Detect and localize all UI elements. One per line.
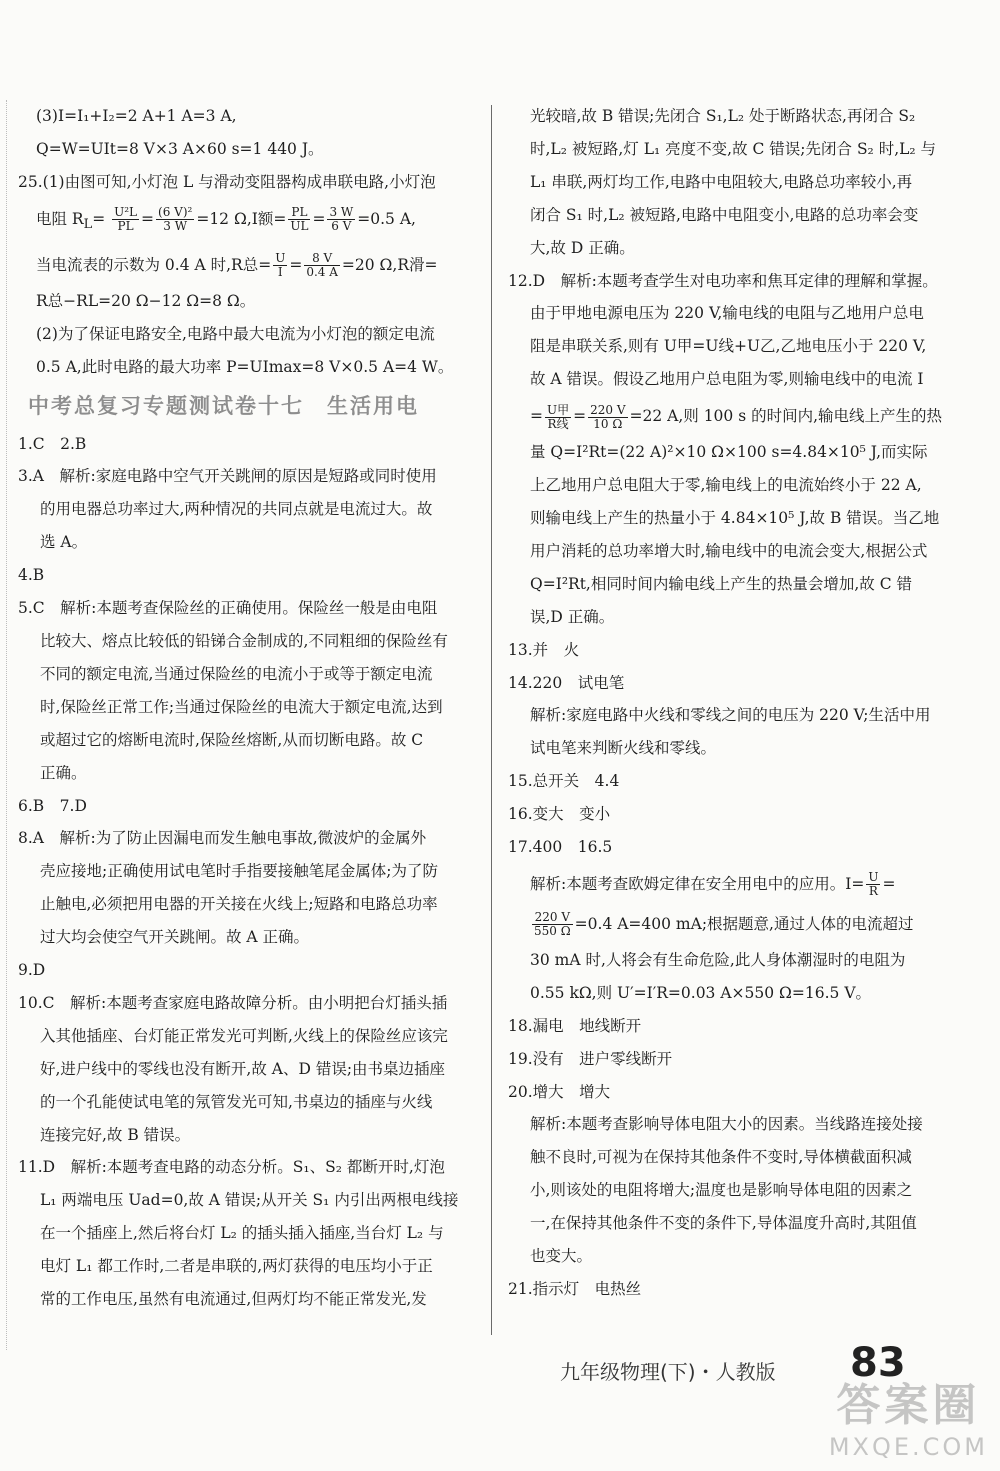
numerator: U甲 <box>547 402 570 417</box>
text: 当电流表的示数为 0.4 A 时,R总= <box>36 255 272 274</box>
margin-rule <box>6 100 7 1350</box>
numerator: (6 V)² <box>158 205 193 220</box>
answer-line: 试电笔来判断火线和零线。 <box>530 739 717 758</box>
answer-line: 时,L₂ 被短路,灯 L₁ 亮度不变,故 C 错误;先闭合 S₂ 时,L₂ 与 <box>530 139 937 158</box>
answer-line: R总−RL=20 Ω−12 Ω=8 Ω。 <box>36 291 256 310</box>
text: = <box>312 209 326 228</box>
answer-item: 10.C 解析:本题考查家庭电路故障分析。由小明把台灯插头插 <box>18 993 448 1012</box>
answer-line: 电灯 L₁ 都工作时,二者是串联的,两灯获得的电压均小于正 <box>40 1257 433 1276</box>
answer-line: 也变大。 <box>530 1247 593 1266</box>
answer-line: 触不良时,可视为在保持其他条件不变时,导体横截面积减 <box>530 1148 912 1167</box>
answer-line: Q=W=UIt=8 V×3 A×60 s=1 440 J。 <box>36 139 324 158</box>
answer-item: 17.400 16.5 <box>508 838 613 857</box>
answer-item: 13.并 火 <box>508 640 580 659</box>
fraction <box>304 252 340 279</box>
answer-line: 上乙地用户总电阻大于零,输电线上的电流始终小于 22 A, <box>530 476 922 495</box>
text: 电阻 R <box>36 209 84 228</box>
numerator: 8 V <box>304 252 340 266</box>
fraction <box>866 871 880 898</box>
answer-line: (2)为了保证电路安全,电路中最大电流为小灯泡的额定电流 <box>36 324 435 343</box>
numerator: U <box>275 251 286 266</box>
fraction <box>545 404 571 431</box>
fraction <box>532 911 573 938</box>
subscript: L <box>83 216 93 232</box>
answer-line: 大,故 D 正确。 <box>530 238 635 257</box>
text: =0.5 A, <box>357 209 416 228</box>
text: = <box>573 407 587 426</box>
answer-line: 过大均会使空气开关跳闸。故 A 正确。 <box>40 928 310 947</box>
answer-line: 则输电线上产生的热量小于 4.84×10⁵ J,故 B 错误。当乙地 <box>530 508 940 527</box>
watermark-logo-text: 答案圈 <box>836 1380 981 1431</box>
answer-line: 0.55 kΩ,则 U′=I′R=0.03 A×550 Ω=16.5 V。 <box>530 983 872 1002</box>
numerator: U <box>868 870 879 885</box>
answer-item: 5.C 解析:本题考查保险丝的正确使用。保险丝一般是由电阻 <box>18 599 438 618</box>
answer-line: (3)I=I₁+I₂=2 A+1 A=3 A, <box>36 107 237 125</box>
answer-item: 18.漏电 地线断开 <box>508 1016 642 1035</box>
answer-item: 12.D 解析:本题考查学生对电功率和焦耳定律的理解和掌握。 <box>508 271 938 290</box>
answer-item: 1.C 2.B <box>18 434 87 453</box>
denominator: R线 <box>547 416 569 431</box>
answer-item-25: 25.(1)由图可知,小灯泡 L 与滑动变阻器构成串联电路,小灯泡 <box>18 172 436 191</box>
answer-line: 在一个插座上,然后将台灯 L₂ 的插头插入插座,当台灯 L₂ 与 <box>40 1224 444 1243</box>
answer-line: L₁ 串联,两灯均工作,电路中电阻较大,电路总功率较小,再 <box>530 172 913 191</box>
answer-item: 20.增大 增大 <box>508 1082 611 1101</box>
answer-item: 8.A 解析:为了防止因漏电而发生触电事故,微波炉的金属外 <box>18 829 427 848</box>
text: = <box>882 874 896 893</box>
answer-line: 光较暗,故 B 错误;先闭合 S₁,L₂ 处于断路状态,再闭合 S₂ <box>530 107 916 125</box>
text: =12 Ω,I额= <box>196 209 287 228</box>
answer-line: 小,则该处的电阻将增大;温度也是影响导体电阻的因素之 <box>530 1181 913 1200</box>
answer-item: 11.D 解析:本题考查电路的动态分析。S₁、S₂ 都断开时,灯泡 <box>18 1158 445 1177</box>
answer-item: 6.B 7.D <box>18 796 87 815</box>
text: =0.4 A=400 mA;根据题意,通过人体的电流超过 <box>574 914 914 933</box>
text: = <box>530 407 543 426</box>
numerator: 3 W <box>329 205 354 220</box>
answer-line: 入其他插座、台灯能正常发光可判断,火线上的保险丝应该完 <box>40 1026 448 1045</box>
answer-line: 常的工作电压,虽然有电流通过,但两灯均不能正常发光,发 <box>40 1290 427 1309</box>
fraction <box>288 206 310 233</box>
answer-item: 15.总开关 4.4 <box>508 772 620 791</box>
fraction <box>327 206 355 233</box>
formula-line <box>508 396 964 436</box>
answer-line: 解析:本题考查影响导体电阻大小的因素。当线路连接处接 <box>530 1115 923 1134</box>
answer-line: 好,进户线中的零线也没有断开,故 A、D 错误;由书桌边插座 <box>40 1059 446 1078</box>
answer-line: 的一个孔能使试电笔的氖管发光可知,书桌边的插座与火线 <box>40 1092 433 1111</box>
denominator: 3 W <box>163 219 188 234</box>
answer-item: 9.D <box>18 961 46 980</box>
text: = <box>92 209 106 228</box>
answer-line: 一,在保持其他条件不变的条件下,导体温度升高时,其阻值 <box>530 1214 917 1233</box>
text: 解析:本题考查欧姆定律在安全用电中的应用。I= <box>530 874 865 893</box>
answer-item: 21.指示灯 电热丝 <box>508 1280 642 1298</box>
fraction <box>112 206 139 233</box>
text: =22 A,则 100 s 的时间内,输电线上产生的热 <box>629 407 943 426</box>
denominator: I <box>277 265 283 280</box>
answer-line: 阻是串联关系,则有 U甲=U线+U乙,乙地电压小于 220 V, <box>530 337 927 356</box>
formula-line <box>508 904 964 944</box>
answer-line: 壳应接地;正确使用试电笔时手指要接触笔尾金属体;为了防 <box>40 862 438 881</box>
numerator: 220 V <box>590 402 626 417</box>
denominator: 10 Ω <box>593 416 623 431</box>
right-column <box>508 100 964 1306</box>
answer-line: 选 A。 <box>40 533 88 552</box>
answer-item: 19.没有 进户零线断开 <box>508 1049 673 1068</box>
answer-line: 止触电,必须把用电器的开关接在火线上;短路和电路总功率 <box>40 895 438 914</box>
numerator: PL <box>288 206 310 220</box>
book-title: 九年级物理(下)・人教版 <box>560 1360 776 1384</box>
denominator: R <box>868 884 878 899</box>
site-watermark <box>829 1369 988 1461</box>
answer-line: 正确。 <box>40 763 87 782</box>
answer-item: 4.B <box>18 566 45 585</box>
answer-line: 误,D 正确。 <box>530 607 615 626</box>
watermark-url: MXQE.COM <box>828 1433 988 1461</box>
answer-line: 闭合 S₁ 时,L₂ 被短路,电路中电阻变小,电路的总功率会变 <box>530 205 919 224</box>
answer-line: 量 Q=I²Rt=(22 A)²×10 Ω×100 s=4.84×10⁵ J,而实际 <box>530 443 928 462</box>
text: = <box>289 255 303 274</box>
column-divider <box>491 105 492 1335</box>
left-column <box>18 100 473 1316</box>
answer-line: 时,保险丝正常工作;当通过保险丝的电流大于额定电流,达到 <box>40 697 443 716</box>
fraction <box>588 404 627 431</box>
answer-line: 由于甲地电源电压为 220 V,输电线的电阻与乙地用户总电 <box>530 304 924 323</box>
answer-line: Q=I²Rt,相同时间内输电线上产生的热量会增加,故 C 错 <box>530 574 912 593</box>
answer-line: L₁ 两端电压 Uad=0,故 A 错误;从开关 S₁ 内引出两根电线接 <box>40 1191 459 1210</box>
fraction <box>156 206 194 233</box>
answer-line: 不同的额定电流,当通过保险丝的电流小于或等于额定电流 <box>40 664 433 683</box>
page-number: 83 <box>850 1340 906 1386</box>
answer-line: 0.5 A,此时电路的最大功率 P=UImax=8 V×0.5 A=4 W。 <box>36 357 454 376</box>
answer-line: 解析:家庭电路中火线和零线之间的电压为 220 V;生活中用 <box>530 706 931 725</box>
answer-line: 比较大、熔点比较低的铅锑合金制成的,不同粗细的保险丝有 <box>40 631 448 650</box>
numerator: 220 V <box>532 911 573 925</box>
denominator: 0.4 A <box>306 265 338 280</box>
answer-item: 14.220 试电笔 <box>508 673 625 692</box>
text: =20 Ω,R滑= <box>341 255 438 274</box>
denominator: PL <box>117 219 134 234</box>
answer-line: 连接完好,故 B 错误。 <box>40 1125 191 1144</box>
answer-line: 故 A 错误。假设乙地用户总电阻为零,则输电线中的电流 I <box>530 370 924 389</box>
formula-line <box>18 245 473 285</box>
denominator: 550 Ω <box>534 924 571 939</box>
answer-item: 16.变大 变小 <box>508 805 611 824</box>
denominator: 6 V <box>331 219 352 234</box>
answer-line: 或超过它的熔断电流时,保险丝熔断,从而切断电路。故 C <box>40 730 424 749</box>
answer-item: 3.A 解析:家庭电路中空气开关跳闸的原因是短路或同时使用 <box>18 467 437 486</box>
numerator: U²L <box>114 205 138 220</box>
text: = <box>141 209 155 228</box>
answer-line: 的用电器总功率过大,两种情况的共同点就是电流过大。故 <box>40 500 433 519</box>
formula-line <box>18 199 473 245</box>
formula-line <box>508 864 964 904</box>
denominator: UL <box>290 219 309 234</box>
answer-line: 用户消耗的总功率增大时,输电线中的电流会变大,根据公式 <box>530 541 928 560</box>
fraction <box>273 252 287 279</box>
answer-line: 30 mA 时,人将会有生命危险,此人身体潮湿时的电阻为 <box>530 950 906 969</box>
section-title: 中考总复习专题测试卷十七 生活用电 <box>28 393 419 418</box>
